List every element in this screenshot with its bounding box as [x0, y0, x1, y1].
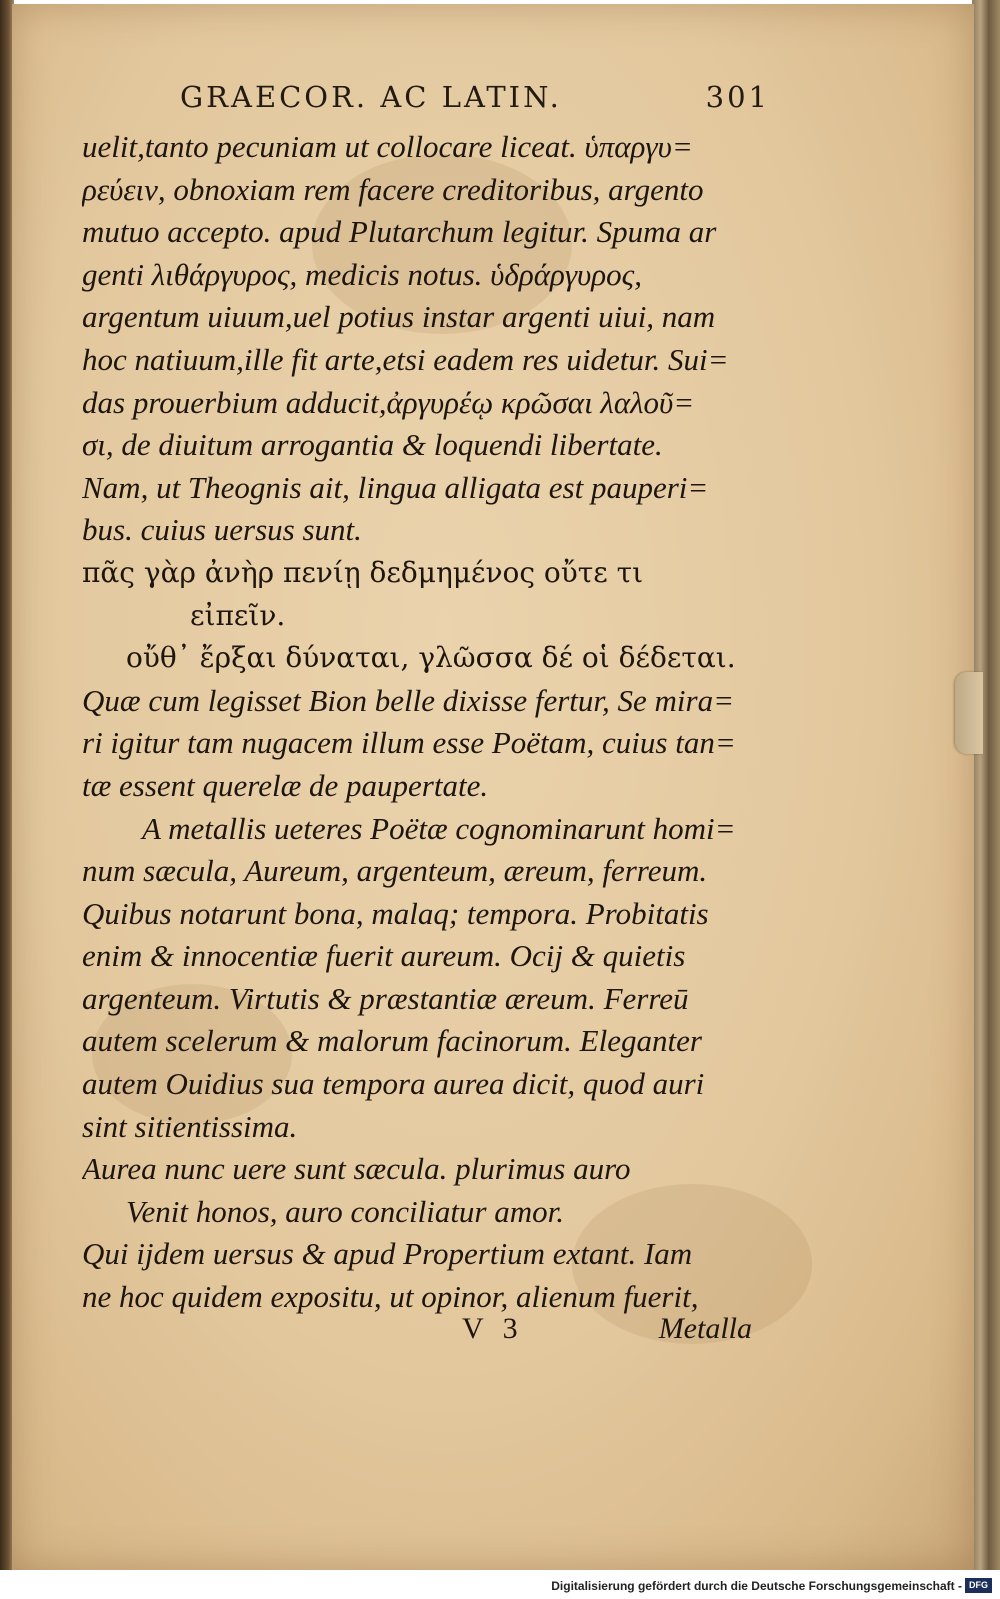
- running-head-title: GRAECOR. AC LATIN.: [180, 80, 562, 114]
- dfg-logo: DFG: [965, 1578, 992, 1593]
- text-line: argentum uiuum,uel potius instar argenti uiui, nam: [82, 299, 716, 335]
- catchword: Metalla: [658, 1312, 752, 1345]
- running-head: [180, 80, 770, 114]
- text-line: uelit,tanto pecuniam ut collocare liceat. ὑπαργυ=: [82, 129, 693, 164]
- text-line: autem scelerum & malorum facinorum. Eleganter: [82, 1023, 702, 1059]
- text-line: Quæ cum legisset Bion belle dixisse fertur, Se mira=: [82, 682, 735, 718]
- text-line: argenteum. Virtutis & præstantiæ æreum. Ferreū: [82, 980, 689, 1016]
- greek-verse-line: οὔθ᾽ ἔρξαι δύναται, γλῶσσα δέ οἱ δέδεται.: [126, 641, 736, 675]
- text-line: sint sitientissima.: [82, 1108, 298, 1144]
- text-line: autem Ouidius sua tempora aurea dicit, quod auri: [82, 1066, 705, 1102]
- verse-line: Aurea nunc uere sunt sæcula. plurimus auro: [82, 1151, 631, 1187]
- text-line: genti λιθάργυρος, medicis notus. ὑδράργυρος,: [82, 256, 642, 292]
- dfg-credit-text: Digitalisierung gefördert durch die Deutsche Forschungsgemeinschaft -: [551, 1579, 962, 1593]
- text-line: num sæcula, Aureum, argenteum, æreum, ferreum.: [82, 853, 708, 889]
- text-line: Nam, ut Theognis ait, lingua alligata est pauperi=: [82, 469, 709, 505]
- text-line: ri igitur tam nugacem illum esse Poëtam, cuius tan=: [82, 725, 736, 761]
- page-footer: [462, 1312, 752, 1346]
- text-line: Quibus notarunt bona, malaq; tempora. Probitatis: [82, 895, 709, 931]
- paragraph-start-line: A metallis ueteres Poëtæ cognominarunt homi=: [142, 810, 736, 846]
- text-line: σι, de diuitum arrogantia & loquendi libertate.: [82, 427, 663, 463]
- text-line: Qui ijdem uersus & apud Propertium extant. Iam: [82, 1236, 693, 1272]
- text-line: das prouerbium adducit,ἀργυρέῳ κρῶσαι λαλοῦ=: [82, 384, 695, 420]
- greek-verse-line: πᾶς γὰρ ἀνὴρ πενίῃ δεδμημένος οὔτε τι: [82, 555, 644, 589]
- page-tab-marker: [955, 672, 983, 754]
- text-line: tæ essent querelæ de paupertate.: [82, 767, 489, 803]
- signature-mark: V 3: [462, 1312, 524, 1345]
- text-line: hoc natiuum,ille fit arte,etsi eadem res uidetur. Sui=: [82, 341, 729, 377]
- text-line: ρεύειν, obnoxiam rem facere creditoribus, argento: [82, 171, 704, 207]
- text-line: enim & innocentiæ fuerit aureum. Ocij & quietis: [82, 938, 686, 974]
- verse-line: Venit honos, auro conciliatur amor.: [126, 1193, 565, 1229]
- page-number: 301: [705, 80, 770, 114]
- text-line: mutuo accepto. apud Plutarchum legitur. Spuma ar: [82, 214, 717, 250]
- page-stack-edge: [972, 0, 1000, 1570]
- greek-verse-line: εἰπεῖν.: [190, 598, 286, 632]
- body-text: [82, 126, 767, 1319]
- text-line: bus. cuius uersus sunt.: [82, 512, 362, 548]
- text-line: ne hoc quidem expositu, ut opinor, alienum fuerit,: [82, 1279, 699, 1315]
